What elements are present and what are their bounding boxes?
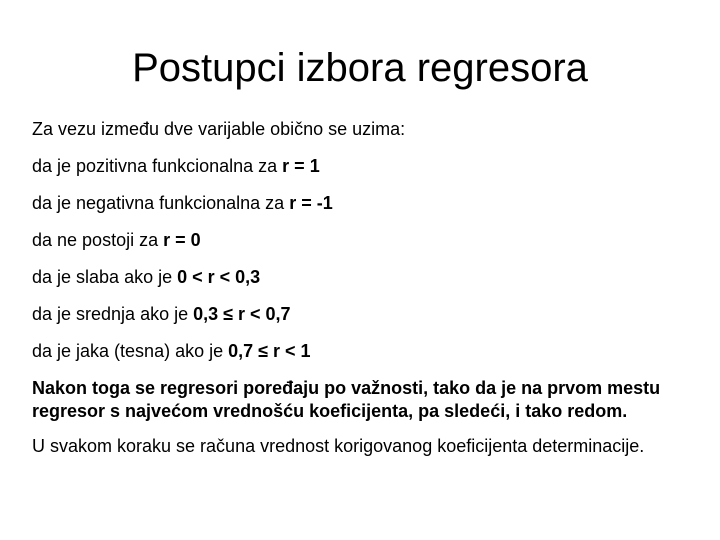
criterion-value: 0 < r < 0,3 [177, 267, 261, 287]
ordering-paragraph: Nakon toga se regresori poređaju po važnosti, tako da je na prvom mestu regresor s najvećom vrednošću koeficijenta, pa sledeći, i tako redom. [32, 378, 661, 421]
criterion-value: r = 0 [163, 230, 201, 250]
criterion-none [32, 229, 692, 252]
criterion-label: da je pozitivna funkcionalna za [32, 156, 283, 176]
criterion-value: 0,7 ≤ r < 1 [228, 341, 311, 361]
criterion-label: da je srednja ako je [32, 304, 194, 324]
criterion-label: da je slaba ako je [32, 267, 178, 287]
criterion-strong [32, 340, 692, 363]
slide-body [32, 118, 692, 458]
criterion-value: r = 1 [282, 156, 320, 176]
criterion-medium [32, 303, 692, 326]
slide-title: Postupci izbora regresora [132, 46, 588, 90]
step-paragraph: U svakom koraku se računa vrednost korigovanog koeficijenta determinacije. [32, 436, 645, 456]
criterion-positive [32, 155, 692, 178]
intro-text: Za vezu između dve varijable obično se uzima: [32, 119, 406, 139]
criterion-label: da je jaka (tesna) ako je [32, 341, 229, 361]
criterion-negative [32, 192, 692, 215]
criterion-weak [32, 266, 692, 289]
criterion-value: 0,3 ≤ r < 0,7 [193, 304, 291, 324]
criterion-label: da ne postoji za [32, 230, 164, 250]
criterion-label: da je negativna funkcionalna za [32, 193, 290, 213]
criterion-value: r = -1 [289, 193, 333, 213]
